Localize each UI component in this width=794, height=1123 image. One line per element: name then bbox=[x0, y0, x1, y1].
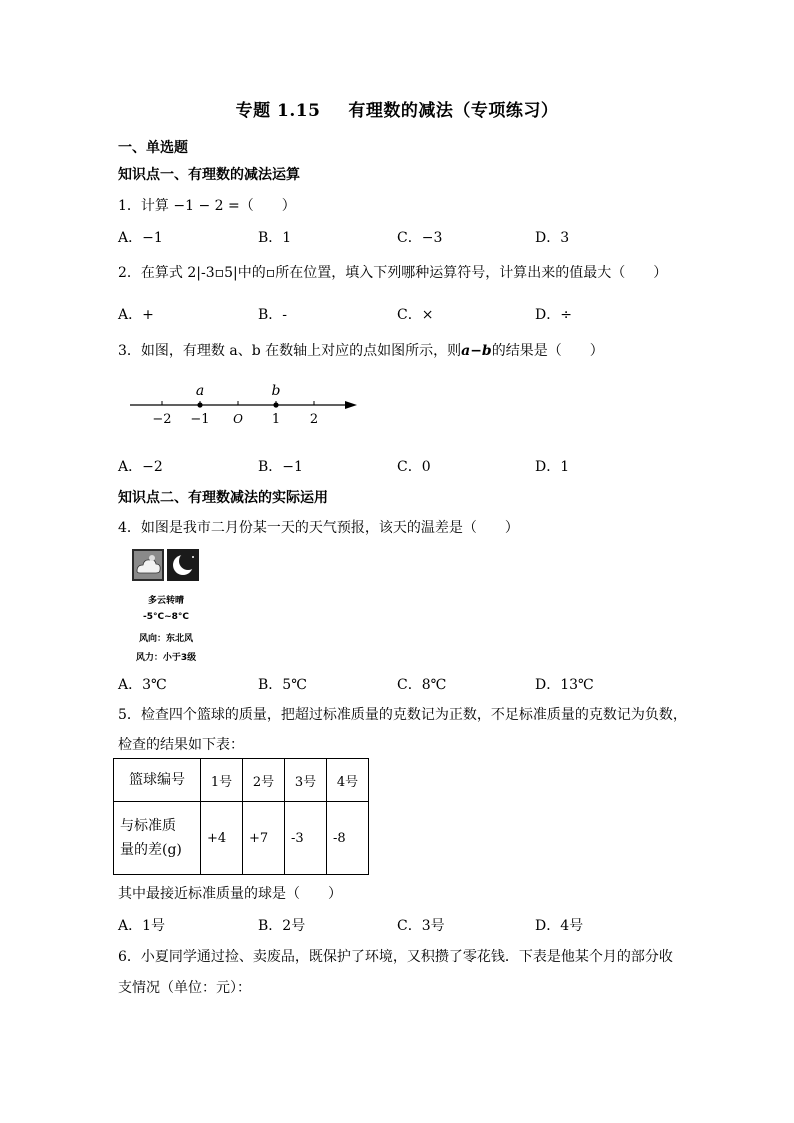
knowledge-point-1: 知识点一、有理数的减法运算 bbox=[118, 167, 300, 183]
q4-option-c: C．8℃ bbox=[397, 677, 447, 693]
basketball-table bbox=[113, 758, 369, 875]
tick-minus-2: −2 bbox=[152, 412, 172, 427]
question-5-after: 其中最接近标准质量的球是（ ） bbox=[118, 886, 342, 902]
q4-option-d: D．13℃ bbox=[535, 677, 594, 693]
q3-expression: a−b bbox=[461, 343, 492, 359]
label-b: b bbox=[271, 383, 281, 399]
weather-condition: 多云转晴 bbox=[147, 596, 184, 606]
q1-option-b: B．1 bbox=[258, 230, 292, 246]
weather-wind-direction: 风向：东北风 bbox=[138, 634, 193, 644]
table-row bbox=[114, 802, 369, 875]
q2-option-d: D．÷ bbox=[535, 307, 572, 323]
q3-stem-tail: 的结果是（ ） bbox=[491, 343, 604, 359]
weather-wind-force: 风力：小于3级 bbox=[135, 653, 197, 663]
q2-option-c: C．× bbox=[397, 307, 434, 323]
number-line bbox=[125, 378, 365, 428]
q1-option-d: D．3 bbox=[535, 230, 570, 246]
label-a: a bbox=[195, 383, 205, 399]
table-cell: +7 bbox=[243, 802, 285, 875]
weather-temperature: -5°C~8°C bbox=[142, 612, 189, 622]
q3-stem-text: 3．如图，有理数 a、b 在数轴上对应的点如图所示，则 bbox=[118, 343, 462, 359]
question-3-stem bbox=[118, 340, 604, 360]
q1-option-c: C．−3 bbox=[397, 230, 443, 246]
q3-option-c: C．0 bbox=[397, 459, 431, 475]
table-header-label: 篮球编号 bbox=[114, 759, 201, 802]
title-topic: 有理数的减法（专项练习） bbox=[348, 101, 559, 121]
q5-option-c: C．3号 bbox=[397, 918, 445, 934]
q3-option-b: B．−1 bbox=[258, 459, 303, 475]
q2-option-b: B．- bbox=[258, 307, 288, 323]
point-a bbox=[197, 402, 202, 407]
knowledge-point-2: 知识点二、有理数减法的实际运用 bbox=[118, 490, 328, 506]
question-2-stem: 2．在算式 2|-3▫5|中的▫所在位置，填入下列哪种运算符号，计算出来的值最大（ ） bbox=[118, 265, 668, 281]
question-5-stem-line2: 检查的结果如下表： bbox=[118, 737, 244, 753]
table-cell: -8 bbox=[327, 802, 369, 875]
row-label-line2: 量的差(g) bbox=[120, 842, 182, 858]
q1-option-a: A．−1 bbox=[118, 230, 163, 246]
q4-option-a: A．3℃ bbox=[118, 677, 167, 693]
q3-option-a: A．−2 bbox=[118, 459, 163, 475]
question-5-stem-line1: 5．检查四个篮球的质量，把超过标准质量的克数记为正数，不足标准质量的克数记为负数， bbox=[118, 707, 687, 723]
table-col-2: 2号 bbox=[243, 759, 285, 802]
table-cell: +4 bbox=[201, 802, 243, 875]
q5-option-b: B．2号 bbox=[258, 918, 306, 934]
tick-1: 1 bbox=[271, 412, 281, 427]
question-6-stem-line2: 支情况（单位：元）： bbox=[118, 980, 251, 996]
tick-2: 2 bbox=[309, 412, 319, 427]
q2-option-a: A．+ bbox=[118, 307, 154, 323]
table-cell: -3 bbox=[285, 802, 327, 875]
cloudy-icon bbox=[132, 549, 164, 581]
table-col-3: 3号 bbox=[285, 759, 327, 802]
q3-option-d: D．1 bbox=[535, 459, 570, 475]
question-1-stem: 1．计算 −1 − 2 =（ ） bbox=[118, 198, 296, 214]
q5-option-a: A．1号 bbox=[118, 918, 166, 934]
section-heading: 一、单选题 bbox=[118, 140, 188, 156]
moon-icon bbox=[167, 549, 199, 581]
tick-origin: O bbox=[233, 412, 243, 426]
question-6-stem-line1: 6．小夏同学通过捡、卖废品，既保护了环境，又积攒了零花钱．下表是他某个月的部分收 bbox=[118, 949, 673, 965]
table-row-label bbox=[114, 802, 201, 875]
point-b bbox=[273, 402, 278, 407]
table-col-4: 4号 bbox=[327, 759, 369, 802]
table-row bbox=[114, 759, 369, 802]
page-title bbox=[0, 96, 794, 121]
row-label-line1: 与标准质 bbox=[120, 818, 176, 834]
q4-option-b: B．5℃ bbox=[258, 677, 307, 693]
tick-minus-1: −1 bbox=[190, 412, 210, 427]
q5-option-d: D．4号 bbox=[535, 918, 584, 934]
question-4-stem: 4．如图是我市二月份某一天的天气预报，该天的温差是（ ） bbox=[118, 520, 519, 536]
table-col-1: 1号 bbox=[201, 759, 243, 802]
title-number: 专题 1.15 bbox=[235, 101, 321, 121]
